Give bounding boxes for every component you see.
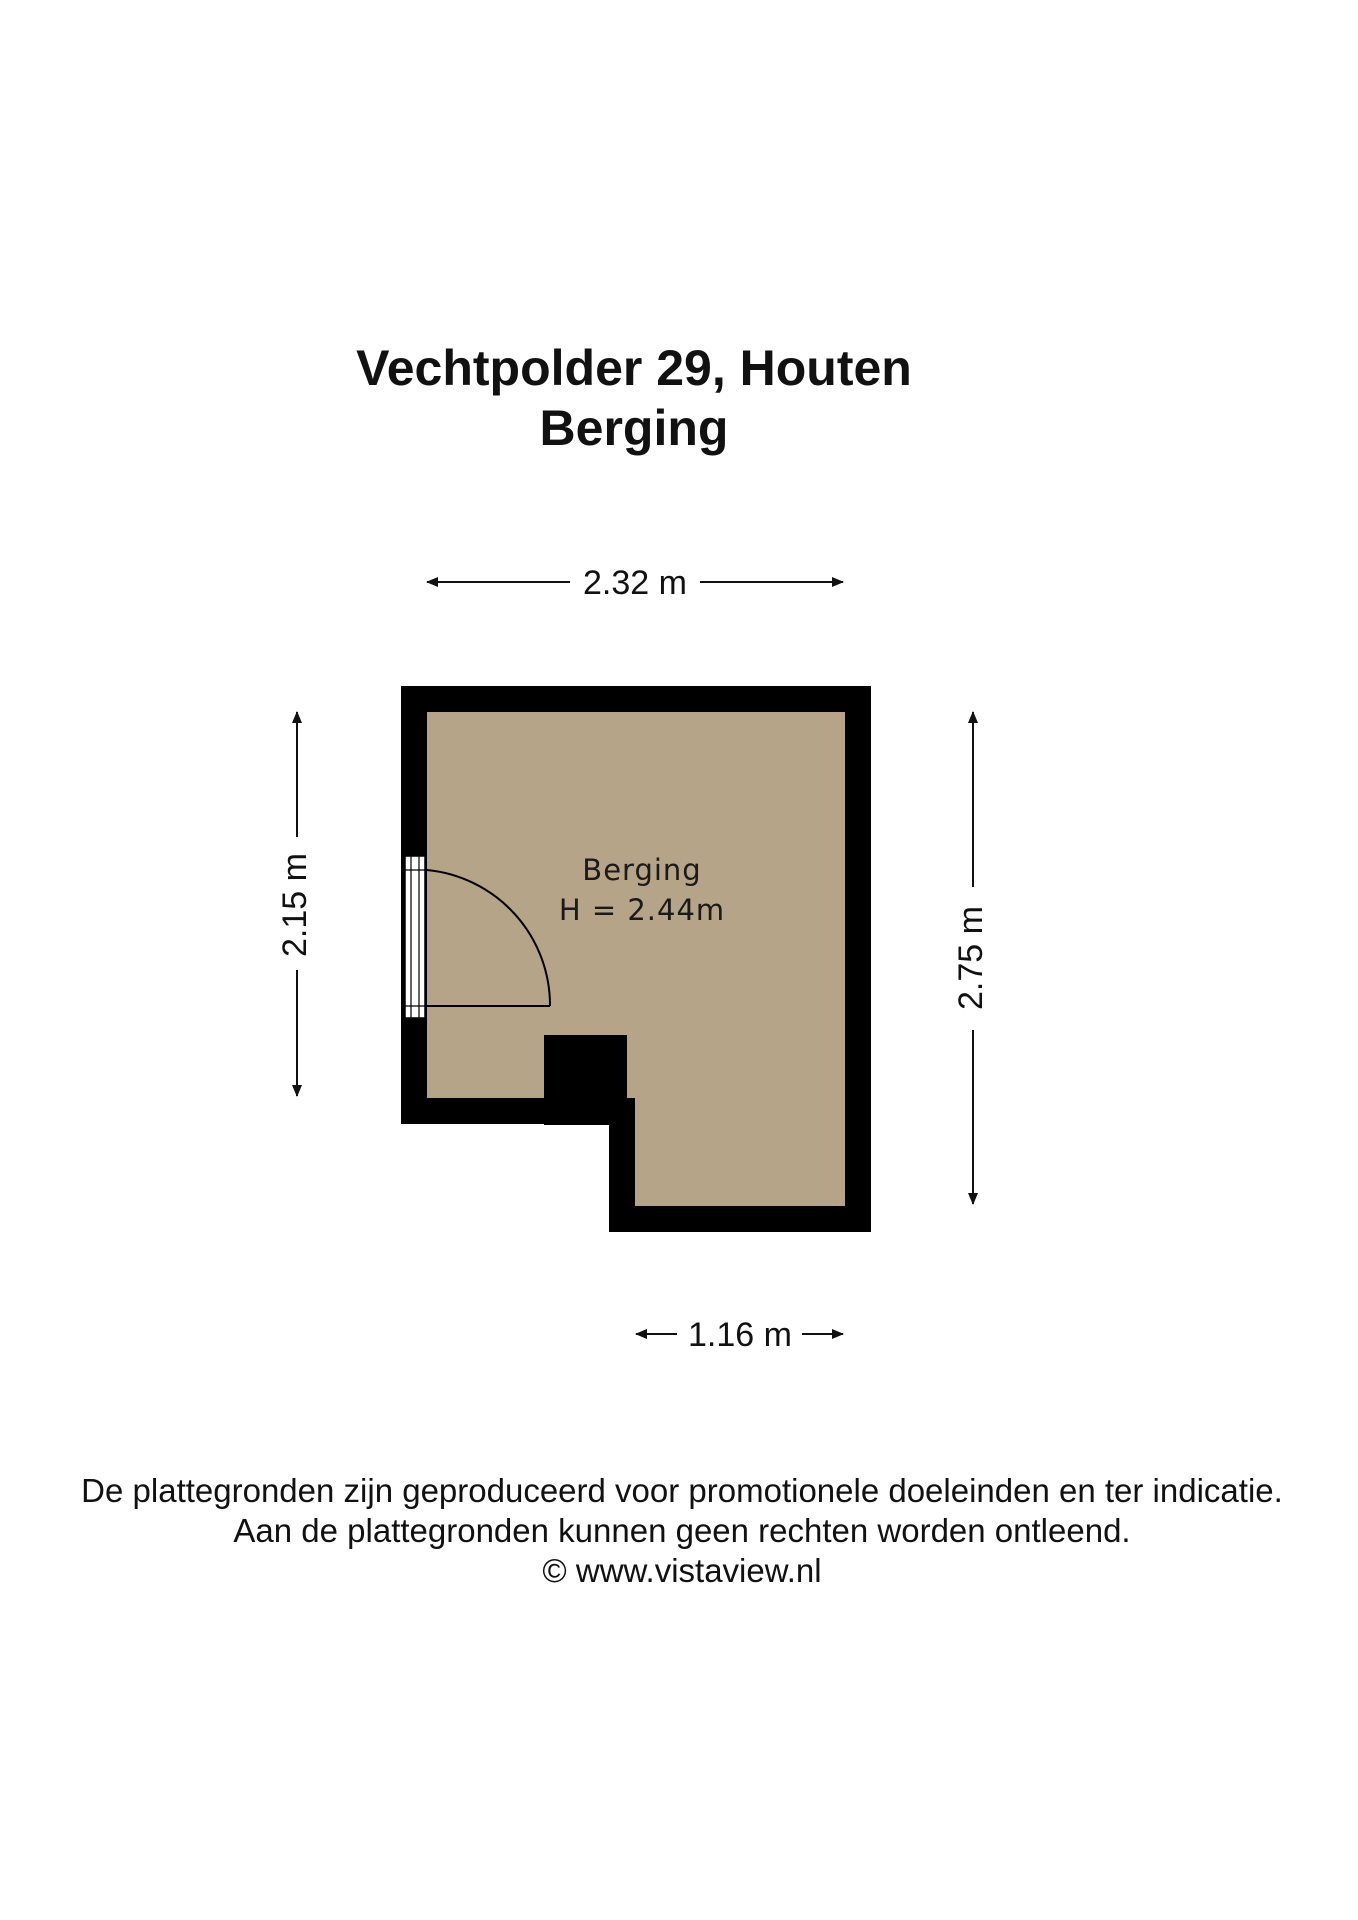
dimension-right <box>952 712 990 1204</box>
plan-title-address: Vechtpolder 29, Houten <box>356 340 912 396</box>
copyright-line: © www.vistaview.nl <box>542 1552 822 1589</box>
dimension-right-label: 2.75 m <box>951 906 990 1010</box>
disclaimer-line-1: De plattegronden zijn geproduceerd voor promotionele doeleinden en ter indicatie. <box>81 1472 1283 1509</box>
dimension-left-label: 2.15 m <box>275 853 314 957</box>
dimension-left <box>276 712 314 1096</box>
disclaimer-line-2: Aan de plattegronden kunnen geen rechten worden ontleend. <box>233 1512 1131 1549</box>
room-name: Berging <box>582 853 702 887</box>
room-height: H = 2.44m <box>558 893 726 927</box>
dimension-top <box>427 564 843 602</box>
room-floor <box>427 712 845 1206</box>
dimension-bottom <box>636 1316 843 1354</box>
door-frame <box>405 856 425 1018</box>
door-opening <box>405 856 425 1018</box>
plan-title-floor: Berging <box>539 400 729 456</box>
wall-column <box>544 1035 627 1125</box>
dimension-top-label: 2.32 m <box>583 564 687 602</box>
dimension-bottom-label: 1.16 m <box>688 1316 792 1354</box>
